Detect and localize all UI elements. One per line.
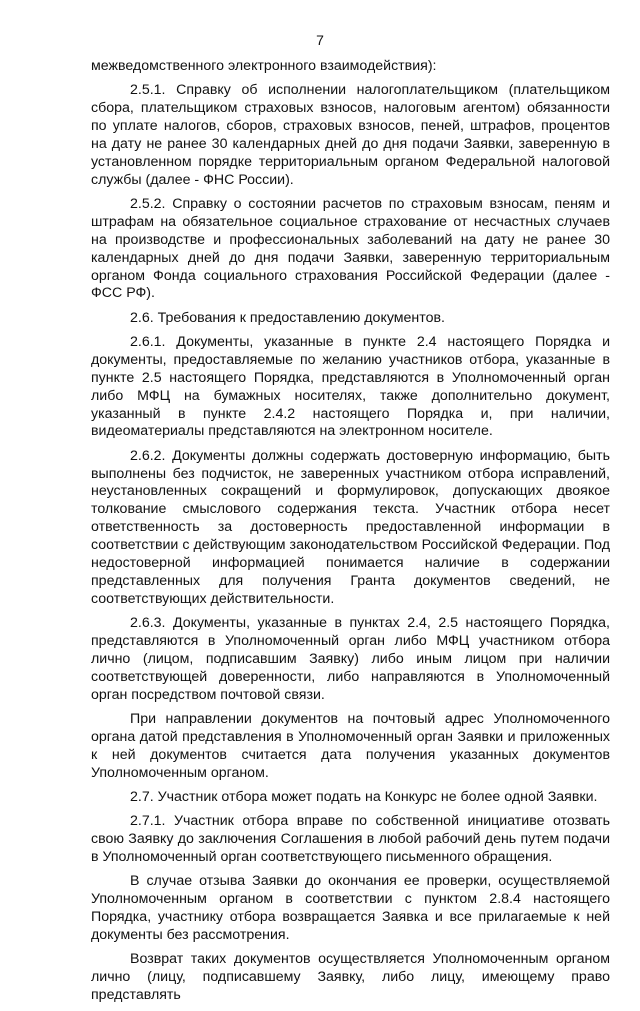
document-body bbox=[91, 58, 610, 1011]
paragraph: Возврат таких документов осуществляется Уполномоченным органом лично (лицу, подписавшему Заявку, либо лицу, имеющему право представлять bbox=[91, 950, 610, 1003]
paragraph: 2.5.2. Справку о состоянии расчетов по страховым взносам, пеням и штрафам на обязательное социальное страхование от несчастных случаев на производстве и профессиональных заболеваний на дату не ранее 30 календарных дней до дня подачи Заявки, заверенную территориальным органом Фонда социального страхования Российской Федерации (далее - ФСС РФ). bbox=[91, 195, 610, 302]
paragraph: 2.5.1. Справку об исполнении налогоплательщиком (плательщиком сбора, плательщиком страховых взносов, налоговым агентом) обязанности по уплате налогов, сборов, страховых взносов, пеней, штрафов, процентов на дату не ранее 30 календарных дней до дня подачи Заявки, заверенную в установленном порядке территориальным органом Федеральной налоговой службы (далее - ФНС России). bbox=[91, 82, 610, 188]
paragraph: 2.6. Требования к предоставлению документов. bbox=[130, 309, 445, 326]
paragraph: межведомственного электронного взаимодействия): bbox=[91, 58, 437, 74]
paragraph: 2.6.2. Документы должны содержать достоверную информацию, быть выполнены без подчисток, не заверенных участником отбора исправлений, неустановленных сокращений и формулировок, допускающих двоякое толкование смыслового содержания текста. Участник отбора несет ответственность за достоверность предоставленной информации в соответствии с действующим законодательством Российской Федерации. Под недостоверной информацией понимается наличие в содержании представленных для получения Гранта документов сведений, не соответствующих действительности. bbox=[91, 447, 610, 607]
paragraph: В случае отзыва Заявки до окончания ее проверки, осуществляемой Уполномоченным органом в соответствии с пунктом 2.8.4 настоящего Порядка, участнику отбора возвращается Заявка и все прилагаемые к ней документы без рассмотрения. bbox=[91, 873, 610, 943]
paragraph: 2.6.3. Документы, указанные в пунктах 2.4, 2.5 настоящего Порядка, представляются в Уполномоченный орган либо МФЦ участником отбора лично (лицом, подписавшим Заявку) либо иным лицом при наличии соответствующей доверенности, либо направляются в Уполномоченный орган посредством почтовой связи. bbox=[91, 615, 610, 703]
paragraph: 2.6.1. Документы, указанные в пункте 2.4 настоящего Порядка и документы, предоставляемые по желанию участников отбора, указанные в пункте 2.5 настоящего Порядка, представляются в Уполномоченный орган либо МФЦ на бумажных носителях, также дополнительно документ, указанный в пункте 2.4.2 настоящего Порядка и, при наличии, видеоматериалы представляются на электронном носителе. bbox=[91, 333, 610, 440]
paragraph: 2.7. Участник отбора может подать на Конкурс не более одной Заявки. bbox=[130, 788, 598, 805]
paragraph: 2.7.1. Участник отбора вправе по собственной инициативе отозвать свою Заявку до заключения Соглашения в любой рабочий день путем подачи в Уполномоченный орган соответствующего письменного обращения. bbox=[91, 813, 610, 865]
page-number: 7 bbox=[316, 32, 324, 48]
paragraph: При направлении документов на почтовый адрес Уполномоченного органа датой представления в Уполномоченный орган Заявки и приложенных к ней документов считается дата получения указанных документов Уполномоченным органом. bbox=[91, 710, 610, 781]
